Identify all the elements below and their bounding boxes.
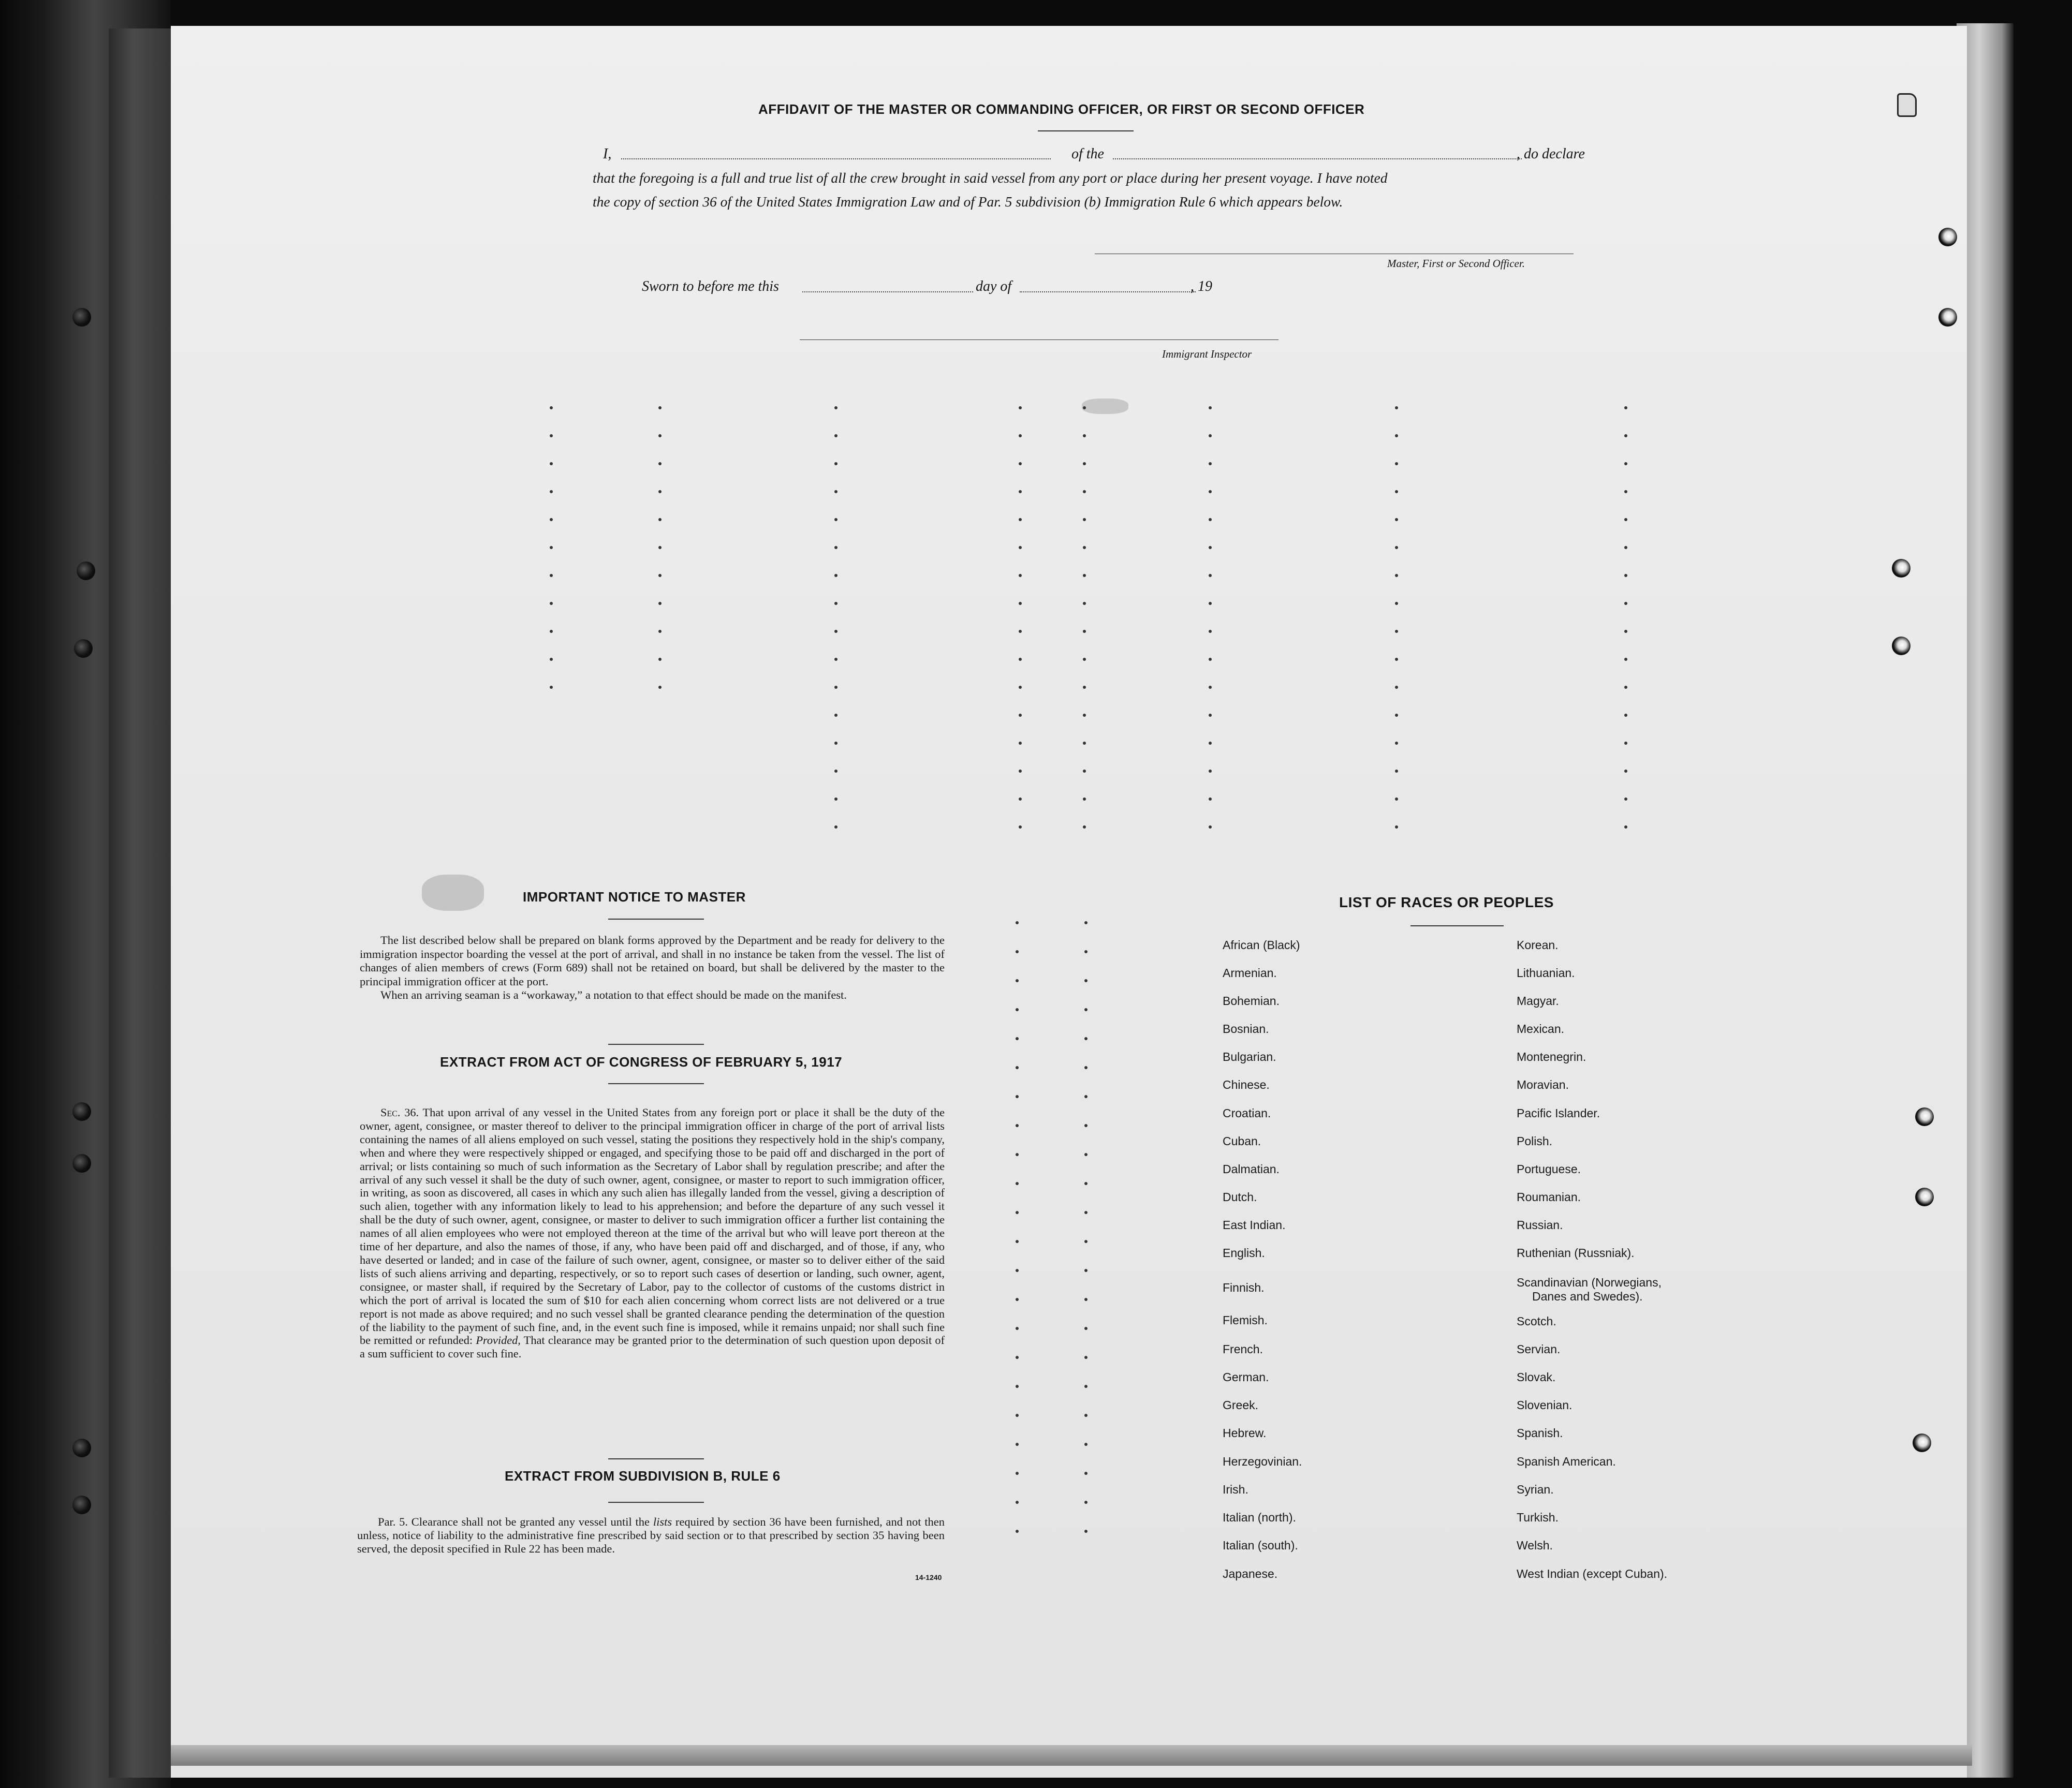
race-item: Servian.	[1517, 1342, 1561, 1356]
grid-dot	[1395, 462, 1398, 465]
sworn-day-blank	[802, 291, 973, 292]
grid-dot	[550, 630, 553, 633]
binder-hole	[72, 1496, 91, 1514]
grid-dot	[1019, 518, 1022, 521]
grid-dot	[1083, 602, 1086, 605]
grid-dot	[1016, 1472, 1019, 1475]
grid-dot	[1016, 1008, 1019, 1011]
race-item: French.	[1223, 1342, 1263, 1356]
grid-dot	[1209, 434, 1212, 437]
grid-dot	[658, 546, 662, 549]
grid-dot	[1083, 406, 1086, 409]
binder-hole	[1915, 1188, 1934, 1206]
grid-dot	[1016, 1385, 1019, 1388]
grid-dot	[834, 574, 837, 577]
grid-dot	[1084, 1443, 1088, 1446]
grid-dot	[1624, 630, 1627, 633]
grid-dot	[1016, 1443, 1019, 1446]
grid-dot	[1016, 921, 1019, 924]
grid-dot	[1084, 1182, 1088, 1185]
par5-text-b: required by section 36 have been furnished, and not then unless, notice of liability to the administrative fine prescribed by said section or to that prescribed by section 35 having been served, the deposit specified in Rule 22 has been made.	[357, 1515, 945, 1555]
grid-dot	[1624, 797, 1627, 801]
grid-dot	[1624, 490, 1627, 493]
grid-dot	[834, 518, 837, 521]
race-item: Cuban.	[1223, 1134, 1261, 1148]
race-item: Italian (south).	[1223, 1539, 1298, 1552]
grid-dot	[1395, 658, 1398, 661]
notice-rule	[608, 919, 704, 920]
act-rule	[608, 1083, 704, 1084]
binder-hole	[72, 1102, 91, 1121]
race-item: Turkish.	[1517, 1511, 1559, 1524]
grid-dot	[1084, 1327, 1088, 1330]
race-scandinavian-continued: Danes and Swedes).	[1532, 1290, 1643, 1303]
grid-dot	[1019, 770, 1022, 773]
grid-dot	[1624, 714, 1627, 717]
grid-dot	[1084, 950, 1088, 953]
grid-dot	[658, 462, 662, 465]
grid-dot	[1395, 686, 1398, 689]
grid-dot	[1395, 518, 1398, 521]
grid-dot	[658, 434, 662, 437]
binder-hole	[77, 561, 95, 580]
race-item: Irish.	[1223, 1483, 1248, 1496]
grid-dot	[1209, 770, 1212, 773]
grid-dot	[1016, 1153, 1019, 1156]
grid-dot	[1019, 797, 1022, 801]
grid-dot	[1016, 1124, 1019, 1127]
grid-dot	[1016, 1095, 1019, 1098]
grid-dot	[1016, 1501, 1019, 1504]
race-item: Slovenian.	[1517, 1398, 1573, 1412]
race-item: Slovak.	[1517, 1370, 1556, 1384]
grid-dot	[1395, 490, 1398, 493]
grid-dot	[550, 434, 553, 437]
grid-dot	[1395, 714, 1398, 717]
notice-body	[360, 934, 945, 1002]
binder-hole	[1913, 1434, 1931, 1452]
grid-dot	[1624, 770, 1627, 773]
grid-dot	[1084, 1153, 1088, 1156]
grid-dot	[1624, 518, 1627, 521]
grid-dot	[550, 462, 553, 465]
binder-strip	[109, 28, 171, 1778]
grid-dot	[1084, 1298, 1088, 1301]
grid-dot	[1016, 1240, 1019, 1243]
page-bottom-edge	[171, 1745, 1972, 1766]
grid-dot	[1624, 574, 1627, 577]
race-item: Greek.	[1223, 1398, 1259, 1412]
binder-hole	[72, 1154, 91, 1173]
grid-dot	[834, 602, 837, 605]
grid-dot	[834, 462, 837, 465]
grid-dot	[658, 518, 662, 521]
grid-dot	[1083, 434, 1086, 437]
grid-dot	[658, 490, 662, 493]
grid-dot	[1209, 714, 1212, 717]
grid-dot	[1019, 546, 1022, 549]
notice-heading: IMPORTANT NOTICE TO MASTER	[523, 889, 746, 905]
rule-rule	[608, 1502, 704, 1503]
grid-dot	[1624, 434, 1627, 437]
grid-dot	[1019, 462, 1022, 465]
race-item: Armenian.	[1223, 966, 1277, 980]
binder-hole	[1892, 637, 1911, 655]
grid-dot	[1084, 979, 1088, 982]
grid-dot	[1084, 1501, 1088, 1504]
grid-dot	[1083, 462, 1086, 465]
grid-dot	[1624, 406, 1627, 409]
race-item: Welsh.	[1517, 1539, 1553, 1552]
grid-dot	[834, 658, 837, 661]
binder-hole	[1938, 228, 1957, 246]
heading-rule	[1038, 130, 1134, 131]
race-item: East Indian.	[1223, 1218, 1286, 1232]
par5-text-a: Par. 5. Clearance shall not be granted any vessel until the	[378, 1515, 650, 1528]
race-item: Korean.	[1517, 938, 1559, 952]
grid-dot	[658, 686, 662, 689]
binder-hole	[72, 1439, 91, 1457]
binder-hole	[72, 308, 91, 327]
grid-dot	[1395, 574, 1398, 577]
race-item: Polish.	[1517, 1134, 1553, 1148]
grid-dot	[1395, 434, 1398, 437]
act-body	[360, 1106, 945, 1361]
sworn-day-of: day of	[976, 278, 1012, 294]
race-item: Croatian.	[1223, 1106, 1271, 1120]
grid-dot	[1084, 921, 1088, 924]
grid-dot	[1395, 770, 1398, 773]
binder-hole	[1892, 559, 1911, 578]
grid-dot	[1019, 434, 1022, 437]
grid-dot	[1084, 1008, 1088, 1011]
sworn-month-blank	[1020, 291, 1196, 292]
grid-dot	[1019, 825, 1022, 829]
grid-dot	[834, 546, 837, 549]
grid-dot	[1084, 1414, 1088, 1417]
grid-dot	[1624, 658, 1627, 661]
race-item: Mexican.	[1517, 1022, 1565, 1036]
grid-dot	[1084, 1095, 1088, 1098]
race-item: Flemish.	[1223, 1313, 1268, 1327]
rule-paragraph	[357, 1515, 945, 1556]
grid-dot	[1209, 546, 1212, 549]
grid-dot	[1016, 1327, 1019, 1330]
race-item: Bohemian.	[1223, 994, 1280, 1008]
notice-paragraph-2: When an arriving seaman is a “workaway,” a notation to that effect should be made on the manifest.	[380, 988, 847, 1001]
grid-dot	[1083, 742, 1086, 745]
grid-dot	[1083, 770, 1086, 773]
race-item: Portuguese.	[1517, 1162, 1581, 1176]
declaration-i: I,	[603, 146, 612, 162]
race-item: Pacific Islander.	[1517, 1106, 1600, 1120]
grid-dot	[1016, 1211, 1019, 1214]
binder-hole	[1915, 1107, 1934, 1126]
grid-dot	[1084, 1269, 1088, 1272]
grid-dot	[658, 630, 662, 633]
grid-dot	[550, 574, 553, 577]
grid-dot	[1016, 1182, 1019, 1185]
grid-dot	[1019, 686, 1022, 689]
vessel-blank	[1113, 158, 1522, 159]
grid-dot	[1209, 658, 1212, 661]
grid-dot	[1083, 490, 1086, 493]
grid-dot	[1083, 574, 1086, 577]
race-item: Dutch.	[1223, 1190, 1257, 1204]
notice-paragraph-1: The list described below shall be prepared on blank forms approved by the Department and be ready for delivery to the immigration inspector boarding the vessel at the port of arrival, and shall in no instance be taken from the vessel. The list of changes of alien members of crews (Form 689) shall not be retained on board, but shall be delivered by the master to the principal immigration officer at the port.	[360, 934, 945, 988]
grid-dot	[1084, 1124, 1088, 1127]
grid-dot	[1019, 714, 1022, 717]
grid-dot	[834, 434, 837, 437]
race-item: Russian.	[1517, 1218, 1563, 1232]
act-heading: EXTRACT FROM ACT OF CONGRESS OF FEBRUARY 5, 1917	[440, 1054, 843, 1070]
race-item: Montenegrin.	[1517, 1050, 1586, 1063]
grid-dot	[1016, 1298, 1019, 1301]
grid-dot	[1209, 630, 1212, 633]
grid-dot	[658, 602, 662, 605]
grid-dot	[1019, 490, 1022, 493]
grid-dot	[1083, 797, 1086, 801]
race-item: Chinese.	[1223, 1078, 1270, 1091]
grid-dot	[834, 742, 837, 745]
race-item: Italian (north).	[1223, 1511, 1296, 1524]
grid-dot	[1209, 602, 1212, 605]
grid-dot	[1019, 406, 1022, 409]
grid-dot	[550, 658, 553, 661]
grid-dot	[658, 658, 662, 661]
section-label: Sec.	[380, 1106, 401, 1119]
ink-smudge	[1082, 398, 1128, 414]
rule-body	[357, 1515, 945, 1556]
races-rule	[1410, 925, 1504, 926]
grid-dot	[1019, 658, 1022, 661]
declaration-of: of the	[1071, 146, 1104, 162]
rule-heading: EXTRACT FROM SUBDIVISION B, RULE 6	[505, 1468, 781, 1484]
grid-dot	[1624, 462, 1627, 465]
race-item: Magyar.	[1517, 994, 1559, 1008]
race-item: Dalmatian.	[1223, 1162, 1280, 1176]
grid-dot	[1084, 1211, 1088, 1214]
provided-word: Provided,	[476, 1334, 521, 1347]
grid-dot	[1084, 1530, 1088, 1533]
grid-dot	[1624, 742, 1627, 745]
grid-dot	[1624, 825, 1627, 829]
grid-dot	[834, 770, 837, 773]
page-corner-mark	[1897, 93, 1917, 117]
grid-dot	[1019, 630, 1022, 633]
grid-dot	[1016, 1414, 1019, 1417]
ink-stamp	[422, 875, 484, 911]
affidavit-heading: AFFIDAVIT OF THE MASTER OR COMMANDING OFFICER, OR FIRST OR SECOND OFFICER	[758, 101, 1365, 117]
race-item: West Indian (except Cuban).	[1517, 1567, 1668, 1580]
grid-dot	[1019, 742, 1022, 745]
race-item: Spanish American.	[1517, 1455, 1616, 1468]
grid-dot	[658, 406, 662, 409]
grid-dot	[1019, 602, 1022, 605]
inspector-signature-line	[800, 339, 1279, 340]
grid-dot	[1209, 574, 1212, 577]
grid-dot	[1016, 1530, 1019, 1533]
grid-dot	[1209, 518, 1212, 521]
race-item: Scandinavian (Norwegians,	[1517, 1276, 1662, 1289]
grid-dot	[834, 714, 837, 717]
grid-dot	[1084, 1472, 1088, 1475]
grid-dot	[1016, 1066, 1019, 1069]
grid-dot	[1084, 1356, 1088, 1359]
race-item: Lithuanian.	[1517, 966, 1575, 980]
declaration-declare: , do declare	[1517, 146, 1585, 162]
grid-dot	[1084, 1240, 1088, 1243]
act-paragraph	[360, 1106, 945, 1361]
sworn-year: , 19	[1191, 278, 1212, 294]
grid-dot	[1016, 1037, 1019, 1040]
grid-dot	[550, 406, 553, 409]
grid-dot	[834, 797, 837, 801]
name-blank	[621, 158, 1051, 159]
race-item: Syrian.	[1517, 1483, 1554, 1496]
grid-dot	[1395, 825, 1398, 829]
grid-dot	[1083, 714, 1086, 717]
grid-dot	[834, 630, 837, 633]
grid-dot	[550, 490, 553, 493]
race-item: Roumanian.	[1517, 1190, 1581, 1204]
grid-dot	[1083, 658, 1086, 661]
grid-dot	[1083, 630, 1086, 633]
grid-dot	[1083, 825, 1086, 829]
form-number: 14-1240	[915, 1573, 942, 1582]
grid-dot	[550, 686, 553, 689]
grid-dot	[1209, 797, 1212, 801]
race-item: German.	[1223, 1370, 1269, 1384]
declaration-line-2: that the foregoing is a full and true list of all the crew brought in said vessel from any port or place during her present voyage. I have noted	[593, 170, 1388, 186]
race-item: Japanese.	[1223, 1567, 1278, 1580]
grid-dot	[1395, 630, 1398, 633]
grid-dot	[1624, 686, 1627, 689]
race-item: Spanish.	[1517, 1426, 1563, 1440]
grid-dot	[1084, 1037, 1088, 1040]
grid-dot	[1084, 1385, 1088, 1388]
grid-dot	[550, 602, 553, 605]
grid-dot	[1395, 797, 1398, 801]
race-item: African (Black)	[1223, 938, 1300, 952]
rule-top-rule	[608, 1458, 704, 1459]
grid-dot	[1209, 742, 1212, 745]
grid-dot	[658, 574, 662, 577]
grid-dot	[550, 518, 553, 521]
lists-word: lists	[653, 1515, 672, 1528]
grid-dot	[1395, 602, 1398, 605]
grid-dot	[1016, 950, 1019, 953]
grid-dot	[1395, 546, 1398, 549]
grid-dot	[1624, 546, 1627, 549]
declaration-line-3: the copy of section 36 of the United States Immigration Law and of Par. 5 subdivision (b) Immigration Rule 6 which appears below.	[593, 194, 1343, 210]
race-item: Bosnian.	[1223, 1022, 1269, 1036]
race-item: Moravian.	[1517, 1078, 1569, 1091]
grid-dot	[1209, 406, 1212, 409]
race-item: English.	[1223, 1246, 1265, 1260]
binder-hole	[74, 639, 93, 658]
grid-dot	[1209, 825, 1212, 829]
grid-dot	[1209, 686, 1212, 689]
master-signature-label: Master, First or Second Officer.	[1387, 257, 1525, 270]
section-36-end: That clearance may be granted prior to the determination of such question upon deposit of a sum sufficient to cover such fine.	[360, 1334, 945, 1361]
grid-dot	[1395, 406, 1398, 409]
grid-dot	[1083, 546, 1086, 549]
race-item: Hebrew.	[1223, 1426, 1267, 1440]
grid-dot	[1016, 979, 1019, 982]
grid-dot	[834, 406, 837, 409]
grid-dot	[834, 490, 837, 493]
grid-dot	[550, 546, 553, 549]
grid-dot	[1083, 686, 1086, 689]
grid-dot	[1624, 602, 1627, 605]
inspector-label: Immigrant Inspector	[1162, 348, 1252, 360]
race-item: Bulgarian.	[1223, 1050, 1276, 1063]
grid-dot	[1209, 462, 1212, 465]
grid-dot	[1016, 1269, 1019, 1272]
grid-dot	[1019, 574, 1022, 577]
grid-dot	[1084, 1066, 1088, 1069]
race-item: Ruthenian (Russniak).	[1517, 1246, 1635, 1260]
race-item: Scotch.	[1517, 1314, 1556, 1328]
grid-dot	[834, 686, 837, 689]
race-item: Herzegovinian.	[1223, 1455, 1302, 1468]
binder-hole	[1938, 308, 1957, 327]
grid-dot	[1395, 742, 1398, 745]
grid-dot	[1016, 1356, 1019, 1359]
grid-dot	[834, 825, 837, 829]
section-36-text: 36. That upon arrival of any vessel in the United States from any foreign port or place it shall be the duty of the owner, agent, consignee, or master thereof to deliver to the principal immigration officer in charge of the port of arrival lists containing the names of all aliens employed on such vessel, stating the positions they respectively hold in the ship's company, when and where they were respectively shipped or engaged, and specifying those to be paid off and discharged in the port of arrival; or lists containing so much of such information as the Secretary of Labor shall by regulation prescribe; and after the arrival of any such vessel it shall be the duty of such owner, agent, consignee, or master to report to such immigration officer, in writing, as soon as discovered, all cases in which any such alien has illegally landed from the vessel, giving a description of such alien, together with any information likely to lead to his apprehension; and before the departure of any such vessel it shall be the duty of such owner, agent, consignee, or master to deliver to such immigration officer a further list containing the names of all alien employees who were not employed thereon at the time of the arrival but who will leave port thereon at the time of her departure, and also the names of those, if any, who have been paid off and discharged, and of those, if any, who have deserted or landed; and in case of the failure of such owner, agent, consignee, or master so to deliver either of the said lists of such aliens arriving and departing, respectively, or so to report such cases of desertion or landing, such owner, agent, consignee, or master shall, if required by the Secretary of Labor, pay to the collector of customs of the customs district in which the port of arrival is located the sum of $10 for each alien concerning whom correct lists are not delivered or a true report is not made as above required; and no such vessel shall be granted clearance pending the determination of the question of the liability to the payment of such fine, and, in the event such fine is imposed, while it remains unpaid; nor shall such fine be remitted or refunded:	[360, 1106, 945, 1347]
grid-dot	[1083, 518, 1086, 521]
grid-dot	[1209, 490, 1212, 493]
race-item: Finnish.	[1223, 1281, 1265, 1294]
races-heading: LIST OF RACES OR PEOPLES	[1339, 894, 1554, 910]
sworn-prefix: Sworn to before me this	[642, 278, 779, 294]
act-top-rule	[608, 1044, 704, 1045]
